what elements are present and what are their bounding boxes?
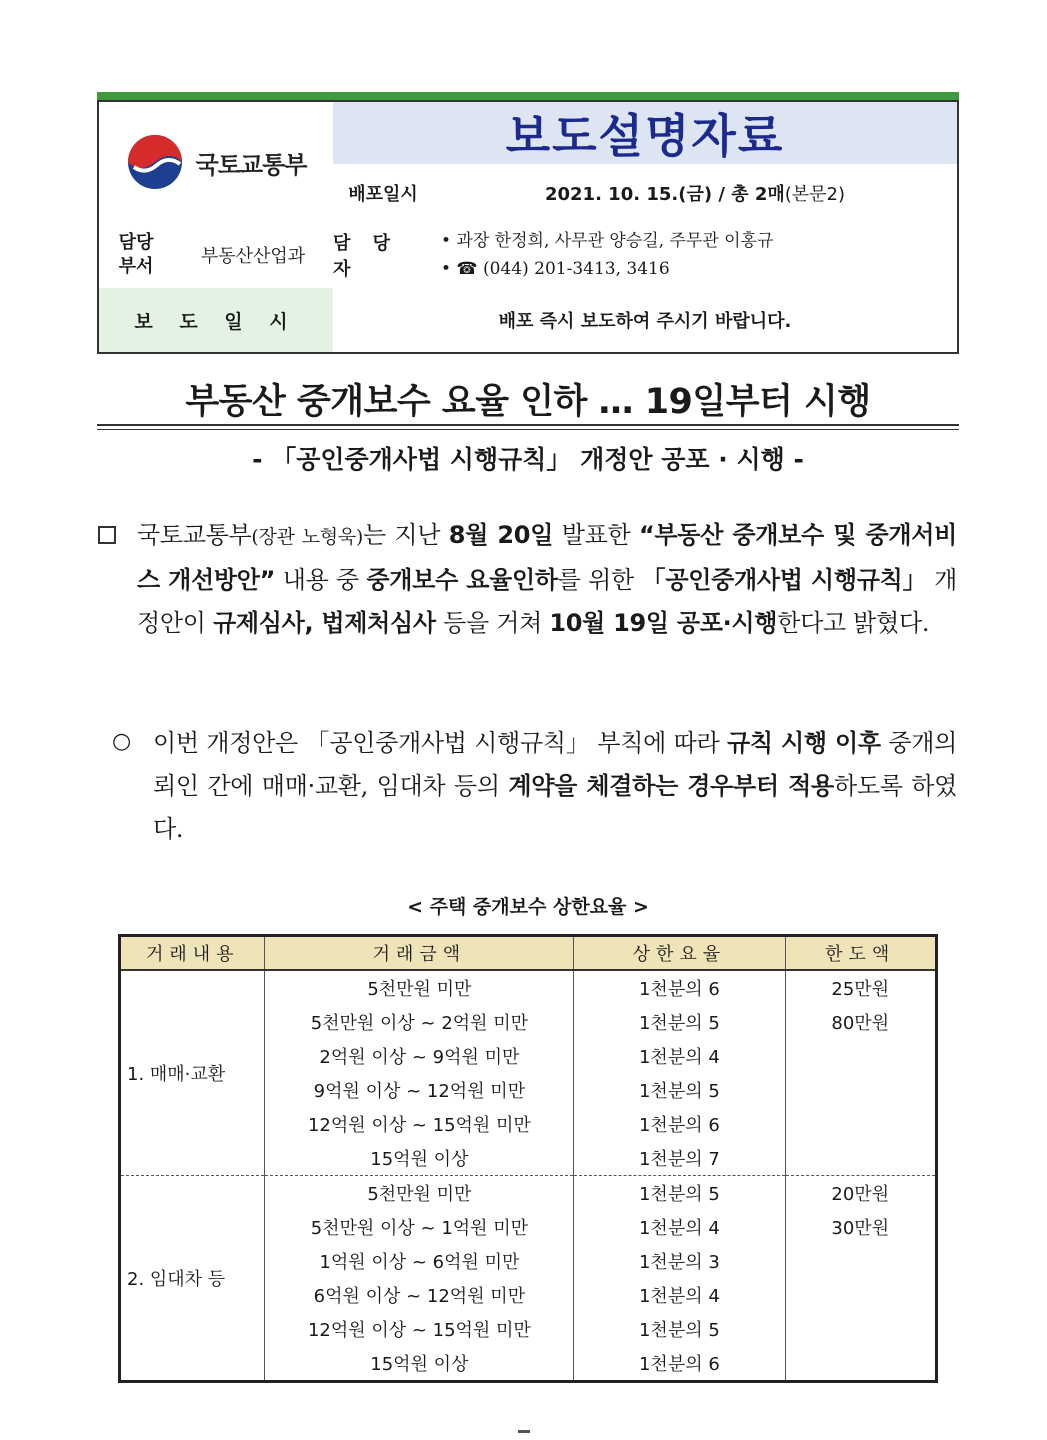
text: 하도록 하였다. <box>153 772 957 843</box>
headline-rule <box>97 424 959 426</box>
table-header-row <box>120 936 937 971</box>
category-cell: 1. 매매·교환 <box>120 970 265 1176</box>
text: 내용 중 <box>275 566 367 594</box>
limit-cell: 20만원 <box>785 1176 937 1211</box>
limit-cell: 30만원 <box>785 1210 937 1244</box>
fee-rate-table <box>118 934 938 1383</box>
emphasis: 규제심사, 법제처심사 <box>212 609 436 637</box>
limit-cell <box>785 1278 937 1312</box>
rate-cell: 1천분의 6 <box>574 1346 785 1382</box>
paragraph-main <box>137 514 957 645</box>
text: 이번 개정안은 「공인중개사법 시행규칙」 부칙에 따라 <box>153 729 727 757</box>
col-header-category: 거래내용 <box>120 936 265 971</box>
amount-cell: 12억원 이상 ~ 15억원 미만 <box>265 1312 574 1346</box>
col-header-amount: 거래금액 <box>265 936 574 971</box>
rate-cell: 1천분의 7 <box>574 1141 785 1176</box>
headline: 부동산 중개보수 요율 인하 … 19일부터 시행 <box>185 382 871 422</box>
square-bullet-icon <box>98 526 116 544</box>
table-row <box>120 1176 937 1211</box>
press-header-table <box>97 100 959 354</box>
dist-date-label: 배포일시 <box>348 184 418 205</box>
dist-date-value <box>433 164 957 222</box>
header-top-bar <box>97 92 959 100</box>
rate-cell: 1천분의 6 <box>574 1107 785 1141</box>
release-label: 보 도 일 시 <box>99 288 333 352</box>
dept-label-line2: 부서 <box>118 256 154 277</box>
text: 개정안이 <box>137 566 957 637</box>
emphasis: 10월 19일 공포·시행 <box>549 609 778 637</box>
limit-cell <box>785 1073 937 1107</box>
amount-cell: 12억원 이상 ~ 15억원 미만 <box>265 1107 574 1141</box>
subheadline: - 「공인중개사법 시행규칙」 개정안 공포 · 시행 - <box>252 445 804 474</box>
limit-cell: 80만원 <box>785 1005 937 1039</box>
col-header-limit: 한도액 <box>785 936 937 971</box>
limit-cell <box>785 1346 937 1382</box>
amount-cell: 6억원 이상 ~ 12억원 미만 <box>265 1278 574 1312</box>
headline-rule-thin <box>97 429 959 430</box>
rate-cell: 1천분의 5 <box>574 1073 785 1107</box>
minister-note: (장관 노형욱) <box>251 526 363 548</box>
dept-label <box>99 222 173 288</box>
ministry-name: 국토교통부 <box>195 150 307 179</box>
rate-cell: 1천분의 5 <box>574 1005 785 1039</box>
emphasis: 규칙 시행 이후 <box>726 729 881 757</box>
dist-date: 2021. 10. 15.(금) / 총 2매 <box>544 184 785 205</box>
rate-cell: 1천분의 4 <box>574 1278 785 1312</box>
amount-cell: 15억원 이상 <box>265 1141 574 1176</box>
text: 를 위한 <box>557 566 642 594</box>
page-number-mark <box>518 1430 530 1433</box>
dept-label-line1: 담당 <box>118 232 154 253</box>
doc-type-title: 보도설명자료 <box>505 109 785 163</box>
amount-cell: 9억원 이상 ~ 12억원 미만 <box>265 1073 574 1107</box>
manager-names: • 과장 한정희, 사무관 양승길, 주무관 이홍규 <box>441 231 774 251</box>
amount-cell: 5천만원 미만 <box>265 1176 574 1211</box>
text: 한다고 밝혔다. <box>777 609 930 637</box>
col-header-rate: 상한요율 <box>574 936 785 971</box>
limit-cell <box>785 1312 937 1346</box>
category-cell: 2. 임대차 등 <box>120 1176 265 1382</box>
limit-cell <box>785 1141 937 1176</box>
amount-cell: 5천만원 이상 ~ 2억원 미만 <box>265 1005 574 1039</box>
rate-cell: 1천분의 6 <box>574 970 785 1005</box>
emphasis: 8월 20일 <box>448 521 554 549</box>
rate-cell: 1천분의 5 <box>574 1176 785 1211</box>
emphasis: 중개보수 요율인하 <box>366 566 558 594</box>
amount-cell: 5천만원 이상 ~ 1억원 미만 <box>265 1210 574 1244</box>
limit-cell <box>785 1039 937 1073</box>
text: 중개의뢰인 간에 매매·교환, 임대차 등의 <box>153 729 957 800</box>
paragraph-sub <box>153 722 957 851</box>
limit-cell <box>785 1107 937 1141</box>
manager-phone: • ☎ (044) 201-3413, 3416 <box>441 259 670 279</box>
dept-value: 부동산산업과 <box>200 246 306 267</box>
circle-bullet-icon: ○ <box>112 729 132 754</box>
dist-pages-note: (본문2) <box>784 184 846 205</box>
manager-info <box>433 222 957 288</box>
amount-cell: 1억원 이상 ~ 6억원 미만 <box>265 1244 574 1278</box>
limit-cell: 25만원 <box>785 970 937 1005</box>
text: 는 지난 <box>362 521 449 549</box>
manager-label: 담 당 자 <box>333 233 399 280</box>
amount-cell: 15억원 이상 <box>265 1346 574 1382</box>
rate-cell: 1천분의 4 <box>574 1039 785 1073</box>
emphasis: “부동산 중개보수 및 중개서비스 개선방안” <box>137 521 958 594</box>
rate-cell: 1천분의 3 <box>574 1244 785 1278</box>
table-row <box>120 970 937 1005</box>
emphasis: 계약을 체결하는 경우부터 적용 <box>508 772 834 800</box>
text: 국토교통부 <box>137 521 252 549</box>
emphasis: 「공인중개사법 시행규칙」 <box>641 566 927 594</box>
text: 발표한 <box>553 521 639 549</box>
doc-type-cell <box>333 102 957 164</box>
amount-cell: 5천만원 미만 <box>265 970 574 1005</box>
limit-cell <box>785 1244 937 1278</box>
ministry-logo-icon <box>126 133 184 191</box>
rate-cell: 1천분의 5 <box>574 1312 785 1346</box>
text: 등을 거쳐 <box>435 609 550 637</box>
ministry-logo-cell <box>99 102 333 222</box>
table-caption: < 주택 중개보수 상한요율 > <box>407 896 649 918</box>
amount-cell: 2억원 이상 ~ 9억원 미만 <box>265 1039 574 1073</box>
rate-cell: 1천분의 4 <box>574 1210 785 1244</box>
release-value: 배포 즉시 보도하여 주시기 바랍니다. <box>498 311 792 332</box>
